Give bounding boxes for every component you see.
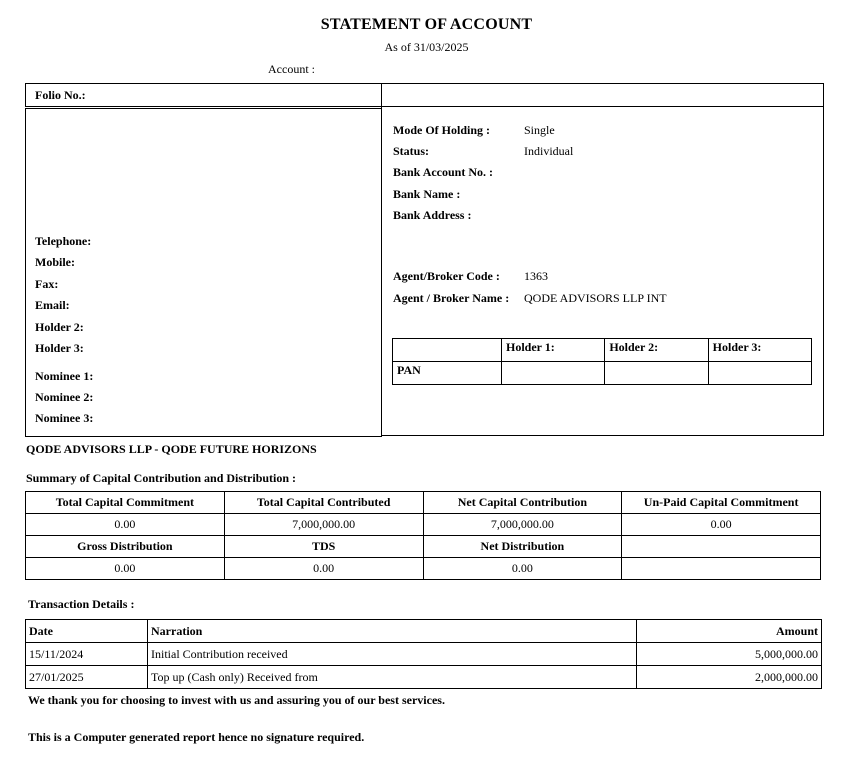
mobile-label: Mobile: [35,255,75,269]
folio-label: Folio No.: [35,88,86,102]
summary-title: Summary of Capital Contribution and Distribution : [26,471,297,485]
mode-of-holding-value: Single [524,123,555,137]
holders-pan-table [392,338,812,385]
transactions-header-row [26,620,822,643]
thank-you-note: We thank you for choosing to invest with us and assuring you of our best services. [28,693,445,707]
amount-header: Amount [637,620,822,643]
summary-header-cell: Total Capital Contributed [224,492,423,514]
investor-contact-box [25,108,382,437]
distribution-value-row [26,558,821,580]
holders-header-row [393,339,812,362]
pan-row [393,362,812,385]
nominee2-label: Nominee 2: [35,390,94,404]
transaction-amount: 5,000,000.00 [637,643,822,666]
distribution-value-cell: 0.00 [423,558,622,580]
transaction-amount: 2,000,000.00 [637,666,822,689]
summary-header-cell: Total Capital Commitment [26,492,225,514]
distribution-value-cell: 0.00 [26,558,225,580]
holder3-pan [708,362,811,385]
holder2-pan [605,362,708,385]
holder1-pan [502,362,605,385]
holder3-label: Holder 3: [35,341,84,355]
agent-name-value: QODE ADVISORS LLP INT [524,291,667,305]
transaction-narration: Top up (Cash only) Received from [148,666,637,689]
summary-header-row [26,492,821,514]
mode-of-holding-label: Mode Of Holding : [393,123,491,137]
distribution-header-cell: Gross Distribution [26,536,225,558]
distribution-value-cell: 0.00 [224,558,423,580]
table-row [26,643,822,666]
summary-value-cell: 0.00 [622,514,821,536]
account-details-box [381,106,824,436]
distribution-header-row [26,536,821,558]
folio-box [25,83,382,107]
distribution-header-cell: TDS [224,536,423,558]
folio-value-box [381,83,824,107]
bank-account-label: Bank Account No. : [393,165,494,179]
distribution-empty-cell [622,558,821,580]
transactions-table [25,619,822,689]
fax-label: Fax: [35,277,59,291]
transaction-date: 15/11/2024 [26,643,148,666]
summary-value-cell: 7,000,000.00 [224,514,423,536]
agent-code-value: 1363 [524,269,548,283]
agent-name-label: Agent / Broker Name : [393,291,510,305]
table-row [26,666,822,689]
holder2-header: Holder 2: [605,339,708,362]
distribution-empty-cell [622,536,821,558]
transactions-title: Transaction Details : [28,597,135,611]
status-value: Individual [524,144,574,158]
summary-value-row [26,514,821,536]
computer-generated-note: This is a Computer generated report hence no signature required. [28,730,365,744]
pan-label: PAN [393,362,502,385]
bank-address-label: Bank Address : [393,208,472,222]
holders-corner-cell [393,339,502,362]
as-of-date: As of 31/03/2025 [384,40,469,54]
transaction-date: 27/01/2025 [26,666,148,689]
capital-summary-table [25,491,821,580]
holder1-header: Holder 1: [502,339,605,362]
nominee1-label: Nominee 1: [35,369,94,383]
summary-header-cell: Net Capital Contribution [423,492,622,514]
email-label: Email: [35,298,70,312]
summary-value-cell: 0.00 [26,514,225,536]
date-header: Date [26,620,148,643]
transaction-narration: Initial Contribution received [148,643,637,666]
holder2-label: Holder 2: [35,320,84,334]
status-label: Status: [393,144,430,158]
bank-name-label: Bank Name : [393,187,461,201]
statement-title: STATEMENT OF ACCOUNT [320,16,533,33]
fund-name: QODE ADVISORS LLP - QODE FUTURE HORIZONS [26,442,317,456]
summary-header-cell: Un-Paid Capital Commitment [622,492,821,514]
nominee3-label: Nominee 3: [35,411,94,425]
holder3-header: Holder 3: [708,339,811,362]
summary-value-cell: 7,000,000.00 [423,514,622,536]
narration-header: Narration [148,620,637,643]
agent-code-label: Agent/Broker Code : [393,269,500,283]
distribution-header-cell: Net Distribution [423,536,622,558]
telephone-label: Telephone: [35,234,92,248]
account-label: Account : [268,62,315,76]
